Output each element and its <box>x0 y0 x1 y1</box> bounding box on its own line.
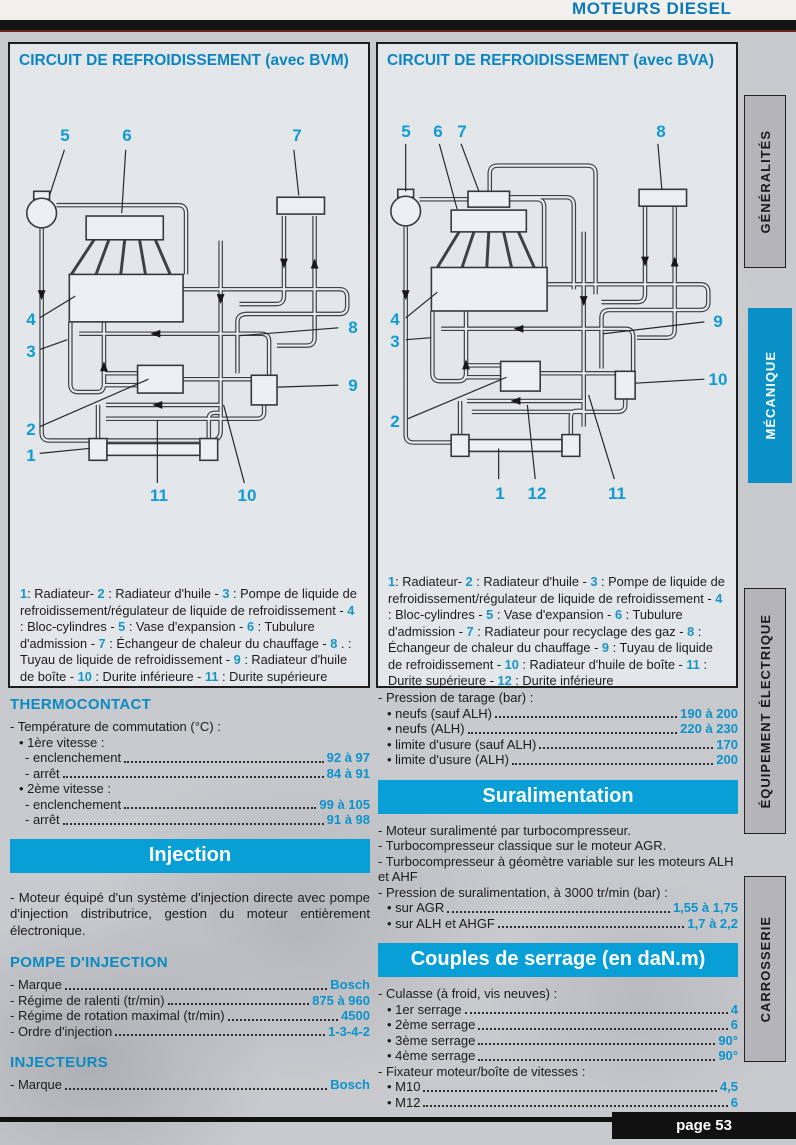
diagram-number-label: 8 <box>348 318 358 337</box>
injection-section-banner: Injection <box>10 839 370 873</box>
legend-entry: 4 : Bloc-cylindres - <box>388 590 723 622</box>
engine-block <box>431 267 547 311</box>
legend-entry: 9 : Radiateur d'huile de boîte - <box>20 652 348 684</box>
legend-entry: 10 : Durite inférieure - <box>77 668 205 684</box>
legend-entry: 11 : Durite supérieure <box>204 668 328 684</box>
spec-row: - arrêt 84 à 91 <box>25 765 370 781</box>
spec-row: • limite d'usure (sauf ALH) 170 <box>387 736 738 752</box>
spec-row: • limite d'usure (ALH) 200 <box>387 752 738 767</box>
diagram-number-label: 1 <box>26 446 36 465</box>
left-column <box>10 696 370 1095</box>
spec-row: • 2ème serrage 6 <box>387 1017 738 1032</box>
dotted-leader <box>423 1105 727 1107</box>
oil-radiator <box>501 361 541 391</box>
spec-row: - Turbocompresseur à géomètre variable sur les moteurs ALH et AHF <box>378 853 734 884</box>
diagram-number-label: 12 <box>527 484 547 503</box>
spec-row: - Ordre d'injection 1-3-4-2 <box>10 1023 370 1039</box>
spec-row: • 2ème vitesse : <box>19 781 111 796</box>
spec-row: - Moteur suralimenté par turbocompresseur. <box>378 822 631 838</box>
spec-row: - Fixateur moteur/boîte de vitesses : <box>378 1063 586 1079</box>
diagram-number-label: 4 <box>26 310 36 329</box>
sidebar-tab-generalites: GÉNÉRALITÉS <box>744 95 786 268</box>
spec-row: • M12 6 <box>387 1094 738 1110</box>
spec-row: • 3ème serrage 90° <box>387 1032 738 1048</box>
expansion-tank <box>391 196 421 226</box>
spec-row: • sur ALH et AHGF 1,7 à 2,2 <box>387 915 738 931</box>
legend-entry: 5 : Vase d'expansion - <box>486 607 615 622</box>
diagram-number-label: 3 <box>390 332 400 351</box>
diagram-number-label: 3 <box>26 342 36 361</box>
diagram-number-label: 6 <box>122 126 132 145</box>
diagram-number-label: 5 <box>401 122 411 141</box>
spec-row: - Régime de rotation maximal (tr/min) 4500 <box>10 1008 370 1023</box>
components <box>391 189 687 456</box>
footer-rule <box>0 1117 616 1122</box>
page-number: page 53 <box>612 1112 796 1139</box>
heater-exchanger <box>639 189 686 206</box>
suralimentation-section-banner: Suralimentation <box>378 780 738 814</box>
spec-row: • M10 4,5 <box>387 1079 738 1094</box>
page-header <box>0 0 796 20</box>
page-title: MOTEURS DIESEL <box>572 0 732 18</box>
spec-row: - enclenchement 99 à 105 <box>25 796 370 812</box>
spec-row: - Régime de ralenti (tr/min) 875 à 960 <box>10 992 370 1008</box>
spec-row: - enclenchement 92 à 97 <box>25 750 370 765</box>
pompe-injection-rows <box>10 977 370 1039</box>
dotted-leader <box>65 1088 327 1090</box>
dotted-leader <box>124 761 324 763</box>
legend-entry: 1: Radiateur- <box>20 586 98 601</box>
manifold-runners <box>71 240 170 275</box>
thermocontact-rows <box>10 719 370 828</box>
sidebar-tab-equipement-electrique: ÉQUIPEMENT ÉLECTRIQUE <box>744 588 786 834</box>
gearbox-oil-radiator <box>251 375 277 405</box>
engine-block <box>69 274 183 321</box>
legend-entry: 7 : Échangeur de chaleur du chauffage - <box>98 635 331 651</box>
dotted-leader <box>512 763 713 765</box>
diagram-number-label: 2 <box>26 420 36 439</box>
dotted-leader <box>63 823 324 825</box>
cooling-circuit-panel-bvm <box>8 42 370 688</box>
cooling-diagram-bva <box>378 44 736 574</box>
diagram-number-label: 9 <box>713 312 723 331</box>
spec-row: • sur AGR 1,55 à 1,75 <box>387 900 738 915</box>
injecteurs-rows <box>10 1077 370 1093</box>
dotted-leader <box>478 1043 715 1045</box>
dotted-leader <box>478 1028 727 1030</box>
dotted-leader <box>423 1090 716 1092</box>
diagram-number-label: 7 <box>292 126 302 145</box>
spec-row: - Turbocompresseur classique sur le moteur AGR. <box>378 838 667 853</box>
diagram-number-label: 11 <box>150 486 168 505</box>
thermocontact-heading: THERMOCONTACT <box>10 696 152 713</box>
legend-entry: 12 : Durite inférieure <box>497 673 614 688</box>
spec-row: - arrêt 91 à 98 <box>25 812 370 827</box>
legend-entry: 8 : Échangeur de chaleur du chauffage - <box>388 623 702 655</box>
couples-serrage-section-banner: Couples de serrage (en daN.m) <box>378 943 738 977</box>
oil-radiator <box>138 365 183 393</box>
couples-serrage-rows <box>378 986 738 1110</box>
spec-row: • 4ème serrage 90° <box>387 1048 738 1063</box>
legend-entry: 9 : Tuyau de liquide de refroidissement - <box>388 640 713 672</box>
radiator-end-cap-right <box>200 439 218 461</box>
diagram-number-label: 1 <box>495 484 505 503</box>
spec-row: - Marque Bosch <box>10 1077 370 1092</box>
diagram-number-label: 2 <box>390 412 400 431</box>
legend-entry: 11 : Durite supérieure - <box>388 656 708 688</box>
intake-manifold <box>86 216 163 240</box>
dotted-leader <box>63 776 324 778</box>
legend-entry: 8 . : Tuyau de liquide de refroidissement - <box>20 635 352 667</box>
diagram-number-label: 4 <box>390 310 400 329</box>
spec-row: - Culasse (à froid, vis neuves) : <box>378 986 558 1001</box>
right-column <box>378 690 738 1112</box>
diagram-number-label: 5 <box>60 126 70 145</box>
dotted-leader <box>447 911 670 913</box>
sidebar-tab-mecanique: MÉCANIQUE <box>748 308 792 483</box>
diagram-number-label: 9 <box>348 376 358 395</box>
legend-entry: 5 : Vase d'expansion - <box>118 619 247 634</box>
manifold-runners <box>437 232 534 268</box>
spec-row: - Pression de tarage (bar) : <box>378 690 534 705</box>
spec-row: • neufs (ALH) 220 à 230 <box>387 721 738 736</box>
legend-entry: 6 : Tubulure d'admission - <box>20 619 315 651</box>
legend-entry: 2 : Radiateur d'huile - <box>97 586 223 601</box>
radiator-core <box>107 443 200 455</box>
diagram-number-label: 6 <box>433 122 443 141</box>
sidebar-tab-carrosserie: CARROSSERIE <box>744 876 786 1062</box>
intake-manifold <box>451 210 526 232</box>
spec-row: • 1er serrage 4 <box>387 1001 738 1017</box>
injection-paragraph: - Moteur équipé d'un système d'injection directe avec pompe d'injection distributrice, gestion du moteur entièrement électronique. <box>10 889 370 938</box>
legend-entry: 3 : Pompe de liquide de refroidissement/régulateur de liquide de refroidissement - <box>388 574 725 606</box>
dotted-leader <box>539 747 713 749</box>
dotted-leader <box>498 926 685 928</box>
diagram-number-label: 8 <box>656 122 666 141</box>
dotted-leader <box>168 1003 310 1005</box>
expansion-tank <box>27 198 57 228</box>
legend-entry: 2 : Radiateur d'huile - <box>465 574 591 589</box>
panel-title-bva: CIRCUIT DE REFROIDISSEMENT (avec BVA) <box>387 52 714 69</box>
egr-cooler <box>468 191 510 207</box>
legend-entry: 1: Radiateur- <box>388 574 466 589</box>
cooling-diagram-bvm <box>10 44 368 574</box>
spec-row: - Marque Bosch <box>10 977 370 992</box>
legend-entry: 4 : Bloc-cylindres - <box>20 602 355 634</box>
pompe-injection-heading: POMPE D'INJECTION <box>10 954 168 971</box>
dotted-leader <box>468 732 678 734</box>
tarage-rows <box>378 690 738 768</box>
spec-row: - Pression de suralimentation, à 3000 tr/min (bar) : <box>378 884 668 900</box>
dotted-leader <box>465 1012 728 1014</box>
radiator-end-cap-left <box>451 435 469 457</box>
dotted-leader <box>115 1034 325 1036</box>
heater-exchanger <box>277 197 324 214</box>
radiator-end-cap-right <box>562 435 580 457</box>
gearbox-oil-radiator <box>615 371 635 399</box>
legend-bvm <box>20 586 359 685</box>
dotted-leader <box>124 807 316 809</box>
spec-row: - Température de commutation (°C) : <box>10 719 221 734</box>
dotted-leader <box>228 1019 339 1021</box>
diagram-number-label: 7 <box>457 122 467 141</box>
legend-bva <box>388 574 727 690</box>
panel-title-bvm: CIRCUIT DE REFROIDISSEMENT (avec BVM) <box>19 52 349 69</box>
legend-entry: 7 : Radiateur pour recyclage des gaz - <box>466 623 688 639</box>
header-rule <box>0 20 796 32</box>
diagram-number-label: 11 <box>608 484 626 503</box>
injecteurs-heading: INJECTEURS <box>10 1054 109 1071</box>
diagram-number-label: 10 <box>708 370 728 389</box>
dotted-leader <box>495 716 677 718</box>
suralimentation-rows <box>378 823 738 932</box>
dotted-leader <box>65 988 327 990</box>
radiator-core <box>469 440 562 452</box>
legend-entry: 6 : Tubulure d'admission - <box>388 607 683 639</box>
cooling-circuit-panel-bva <box>376 42 738 688</box>
spec-row: • 1ère vitesse : <box>19 734 105 750</box>
spec-row: • neufs (sauf ALH) 190 à 200 <box>387 705 738 721</box>
diagram-number-label: 10 <box>237 486 257 505</box>
legend-entry: 10 : Radiateur d'huile de boîte - <box>504 656 687 672</box>
legend-entry: 3 : Pompe de liquide de refroidissement/régulateur de liquide de refroidissement - <box>20 586 357 618</box>
dotted-leader <box>478 1059 715 1061</box>
radiator-end-cap-left <box>89 439 107 461</box>
